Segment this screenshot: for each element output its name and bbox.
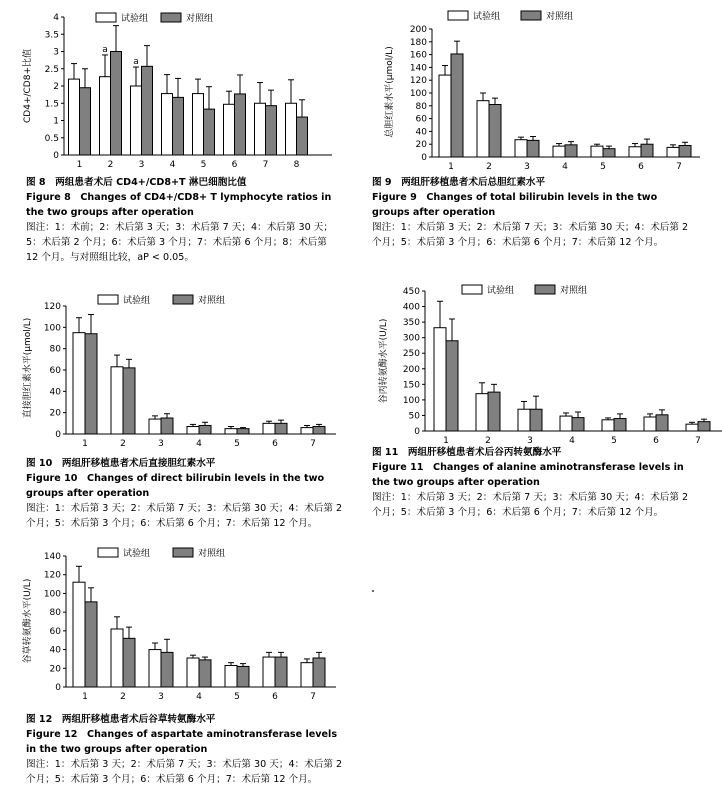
bar-control [641, 144, 653, 157]
y-tick-label: 60 [49, 366, 61, 376]
y-tick-label: 300 [402, 333, 420, 344]
bar-test [193, 94, 204, 155]
caption-fig11-en: Figure 11 Changes of alanine aminotransferase levels in the two groups after operation [372, 462, 684, 488]
bar-test [100, 77, 111, 155]
bar-test [477, 101, 489, 157]
legend-swatch [173, 548, 193, 557]
bar-test [224, 104, 235, 155]
x-tick-label: 6 [272, 692, 278, 702]
bar-control [199, 425, 211, 434]
y-tick-label: 140 [43, 552, 61, 562]
x-tick-label: 1 [76, 160, 83, 170]
caption-fig12-en: Figure 12 Changes of aspartate aminotransferase levels in the two groups after operation [26, 729, 338, 755]
legend-swatch [462, 285, 482, 294]
bar-control [297, 117, 308, 155]
bar-control [80, 88, 91, 155]
bar-control [123, 638, 135, 687]
bar-test [73, 333, 85, 434]
x-tick-label: 6 [272, 439, 278, 449]
legend-swatch [161, 13, 181, 22]
legend-swatch [521, 11, 541, 20]
y-tick-label: 350 [402, 318, 420, 329]
x-tick-label: 2 [120, 692, 126, 702]
figure-11 [372, 283, 722, 446]
y-tick-label: 200 [402, 364, 420, 375]
bar-control [489, 105, 501, 157]
x-tick-label: 6 [653, 436, 659, 446]
y-tick-label: 0 [421, 153, 427, 163]
significance-mark: a [133, 57, 139, 68]
bar-test [560, 416, 572, 431]
y-tick-label: 0 [55, 430, 61, 440]
y-tick-label: 2 [53, 82, 59, 92]
legend-swatch [448, 11, 468, 20]
y-tick-label: 400 [402, 302, 420, 313]
y-tick-label: 40 [415, 127, 427, 138]
bar-test [439, 75, 451, 157]
y-tick-label: 1 [53, 116, 59, 127]
y-tick-label: 20 [49, 664, 61, 675]
y-axis-label: 谷草转氨酶水平(U/L) [23, 578, 33, 664]
x-tick-label: 1 [448, 162, 454, 172]
x-tick-label: 3 [158, 439, 164, 449]
y-tick-label: 80 [49, 344, 61, 355]
figure-12 [0, 543, 350, 705]
x-tick-label: 8 [293, 160, 300, 170]
x-tick-label: 1 [82, 692, 88, 702]
bar-control [451, 54, 463, 157]
bar-control [313, 658, 325, 687]
y-tick-label: 20 [49, 408, 61, 419]
chart-fig12 [0, 543, 350, 705]
bar-test [263, 423, 275, 434]
x-tick-label: 2 [485, 436, 491, 446]
y-tick-label: 120 [43, 302, 61, 312]
x-tick-label: 7 [695, 436, 701, 446]
bar-control [142, 66, 153, 155]
y-tick-label: 100 [43, 323, 61, 334]
caption-fig9-en: Figure 9 Changes of total bilirubin levels in the two groups after operation [372, 192, 658, 218]
bar-test [591, 146, 603, 157]
y-tick-label: 100 [43, 589, 61, 600]
bar-test [301, 663, 313, 687]
caption-fig8-en: Figure 8 Changes of CD4+/CD8+ T lymphocyte ratios in the two groups after operation [26, 192, 332, 218]
bar-control [266, 106, 277, 155]
y-axis-label: 直接胆红素水平(μmol/L) [23, 317, 33, 419]
bar-control [237, 666, 249, 687]
x-tick-label: 4 [196, 439, 202, 449]
x-tick-label: 4 [169, 160, 176, 170]
figure-8 [0, 0, 350, 175]
caption-fig10 [26, 456, 344, 531]
bar-test [225, 429, 237, 434]
y-tick-label: 180 [409, 37, 427, 48]
x-tick-label: 6 [638, 162, 644, 172]
chart-fig8 [0, 0, 350, 175]
stray-dot [372, 590, 374, 592]
y-tick-label: 3 [53, 47, 59, 58]
significance-mark: a [102, 44, 108, 55]
bar-control [530, 409, 542, 431]
legend-swatch [173, 295, 193, 304]
caption-fig10-en: Figure 10 Changes of direct bilirubin levels in the two groups after operation [26, 473, 325, 499]
bar-control [679, 145, 691, 157]
caption-fig9-note: 图注：1：术后第 3 天；2：术后第 7 天；3：术后第 30 天；4：术后第 2 个月；5：术后第 3 个月；6：术后第 6 个月；7：术后第 12 个月。 [372, 222, 689, 248]
bar-test [162, 94, 173, 155]
y-tick-label: 0 [414, 427, 420, 437]
y-tick-label: 150 [402, 380, 420, 391]
caption-fig8-note: 图注：1：术前；2：术后第 3 天；3：术后第 7 天；4：术后第 30 天；5：术后第 2 个月；6：术后第 3 个月；7：术后第 6 个月；8：术后第 12 个月。与对照组比较，aP < 0.05。 [26, 222, 333, 263]
bar-test [187, 658, 199, 687]
caption-fig12-note: 图注：1：术后第 3 天；2：术后第 7 天；3：术后第 30 天；4：术后第 2 个月；5：术后第 3 个月；6：术后第 6 个月；7：术后第 12 个月。 [26, 759, 343, 785]
bar-test [149, 419, 161, 434]
legend-swatch [96, 13, 116, 22]
y-tick-label: 60 [49, 626, 61, 637]
bar-control [111, 52, 122, 156]
bar-test [69, 79, 80, 155]
y-tick-label: 100 [402, 395, 420, 406]
bar-control [275, 657, 287, 687]
bar-control [85, 602, 97, 687]
legend-label: 试验组 [123, 549, 151, 559]
bar-test [263, 657, 275, 687]
bar-test [686, 424, 698, 431]
y-tick-label: 80 [49, 608, 61, 619]
legend-label: 对照组 [186, 14, 214, 24]
bar-control [275, 423, 287, 434]
y-axis-label: CD4+/CD8+比值 [23, 49, 33, 123]
bar-test [149, 650, 161, 687]
bar-test [476, 394, 488, 431]
bar-control [235, 94, 246, 155]
legend-swatch [98, 295, 118, 304]
bar-control [123, 368, 135, 434]
bar-test [255, 103, 266, 155]
caption-fig12 [26, 712, 344, 787]
y-tick-label: 100 [409, 89, 427, 99]
x-tick-label: 3 [138, 160, 145, 170]
bar-test [73, 582, 85, 687]
y-tick-label: 120 [43, 570, 61, 581]
bar-control [446, 341, 458, 431]
x-tick-label: 3 [527, 436, 533, 446]
bar-control [656, 415, 668, 431]
x-tick-label: 3 [158, 692, 164, 702]
y-tick-label: 140 [409, 63, 427, 74]
y-tick-label: 1.5 [44, 99, 59, 110]
caption-fig8 [26, 175, 341, 265]
legend-label: 试验组 [487, 286, 515, 296]
x-tick-label: 1 [443, 436, 449, 446]
y-tick-label: 80 [415, 101, 427, 112]
x-tick-label: 5 [234, 692, 240, 702]
caption-fig9-cn: 图 9 两组肝移植患者术后总胆红素水平 [372, 177, 546, 188]
bar-control [237, 429, 249, 434]
y-tick-label: 250 [402, 349, 420, 360]
caption-fig12-cn: 图 12 两组肝移植患者术后谷草转氨酶水平 [26, 714, 216, 725]
bar-test [518, 409, 530, 431]
bar-test [111, 629, 123, 687]
chart-fig10 [0, 293, 350, 455]
chart-fig11 [372, 283, 722, 446]
x-tick-label: 7 [310, 439, 316, 449]
y-axis-label: 谷丙转氨酶水平(U/L) [379, 318, 389, 404]
caption-fig11-note: 图注：1：术后第 3 天；2：术后第 7 天；3：术后第 30 天；4：术后第 2 个月；5：术后第 3 个月；6：术后第 6 个月；7：术后第 12 个月。 [372, 492, 689, 518]
x-tick-label: 6 [231, 160, 238, 170]
y-tick-label: 20 [415, 140, 427, 151]
y-tick-label: 3.5 [44, 30, 59, 41]
bar-control [85, 334, 97, 434]
x-tick-label: 7 [310, 692, 316, 702]
x-tick-label: 5 [600, 162, 606, 172]
y-tick-label: 0 [53, 151, 59, 161]
legend-label: 试验组 [121, 14, 149, 24]
y-tick-label: 60 [415, 114, 427, 125]
x-tick-label: 4 [196, 692, 202, 702]
bar-control [698, 422, 710, 431]
legend-label: 对照组 [198, 549, 226, 559]
x-tick-label: 2 [120, 439, 126, 449]
legend-label: 试验组 [123, 296, 151, 306]
bar-test [667, 147, 679, 157]
y-tick-label: 4 [53, 13, 59, 23]
bar-test [434, 328, 446, 431]
caption-fig10-cn: 图 10 两组肝移植患者术后直接胆红素水平 [26, 458, 216, 469]
bar-control [204, 109, 215, 155]
caption-fig10-note: 图注：1：术后第 3 天；2：术后第 7 天；3：术后第 30 天；4：术后第 2 个月；5：术后第 3 个月；6：术后第 6 个月；7：术后第 12 个月。 [26, 503, 343, 529]
legend-label: 对照组 [546, 12, 574, 22]
x-tick-label: 7 [676, 162, 682, 172]
figure-10 [0, 293, 350, 455]
chart-fig9 [372, 0, 722, 175]
legend-swatch [535, 285, 555, 294]
bar-control [161, 418, 173, 434]
bar-control [565, 145, 577, 157]
y-tick-label: 40 [49, 387, 61, 398]
legend-swatch [98, 548, 118, 557]
bar-control [527, 140, 539, 157]
x-tick-label: 1 [82, 439, 88, 449]
bar-control [614, 419, 626, 431]
legend-label: 试验组 [473, 12, 501, 22]
bar-control [173, 97, 184, 155]
bar-control [199, 660, 211, 687]
x-tick-label: 3 [524, 162, 530, 172]
y-axis-label: 总胆红素水平(μmol/L) [385, 46, 395, 138]
bar-test [286, 103, 297, 155]
x-tick-label: 5 [200, 160, 207, 170]
x-tick-label: 5 [611, 436, 617, 446]
bar-test [602, 420, 614, 431]
bar-control [488, 392, 500, 431]
x-tick-label: 4 [569, 436, 575, 446]
caption-fig9 [372, 175, 694, 250]
bar-control [603, 149, 615, 157]
y-tick-label: 450 [402, 287, 420, 297]
x-tick-label: 2 [486, 162, 492, 172]
caption-fig11 [372, 445, 694, 520]
y-tick-label: 160 [409, 50, 427, 61]
x-tick-label: 2 [107, 160, 114, 170]
caption-fig8-cn: 图 8 两组患者术后 CD4+/CD8+T 淋巴细胞比值 [26, 177, 247, 188]
x-tick-label: 5 [234, 439, 240, 449]
bar-control [161, 652, 173, 687]
x-tick-label: 7 [262, 160, 269, 170]
bar-control [572, 418, 584, 431]
bar-test [131, 86, 142, 155]
bar-test [301, 428, 313, 434]
bar-test [111, 367, 123, 434]
legend-label: 对照组 [560, 286, 588, 296]
figure-9 [372, 0, 722, 175]
bar-test [187, 427, 199, 434]
y-tick-label: 0 [55, 683, 61, 693]
y-tick-label: 40 [49, 645, 61, 656]
y-tick-label: 50 [408, 411, 420, 422]
bar-control [313, 427, 325, 434]
y-tick-label: 120 [409, 76, 427, 87]
caption-fig11-cn: 图 11 两组肝移植患者术后谷丙转氨酶水平 [372, 447, 562, 458]
y-tick-label: 2.5 [44, 64, 59, 75]
bar-test [629, 147, 641, 157]
legend-label: 对照组 [198, 296, 226, 306]
y-tick-label: 0.5 [44, 133, 59, 144]
bar-test [644, 417, 656, 431]
x-tick-label: 4 [562, 162, 568, 172]
y-tick-label: 200 [409, 25, 427, 35]
bar-test [225, 665, 237, 687]
bar-test [515, 140, 527, 157]
bar-test [553, 146, 565, 157]
